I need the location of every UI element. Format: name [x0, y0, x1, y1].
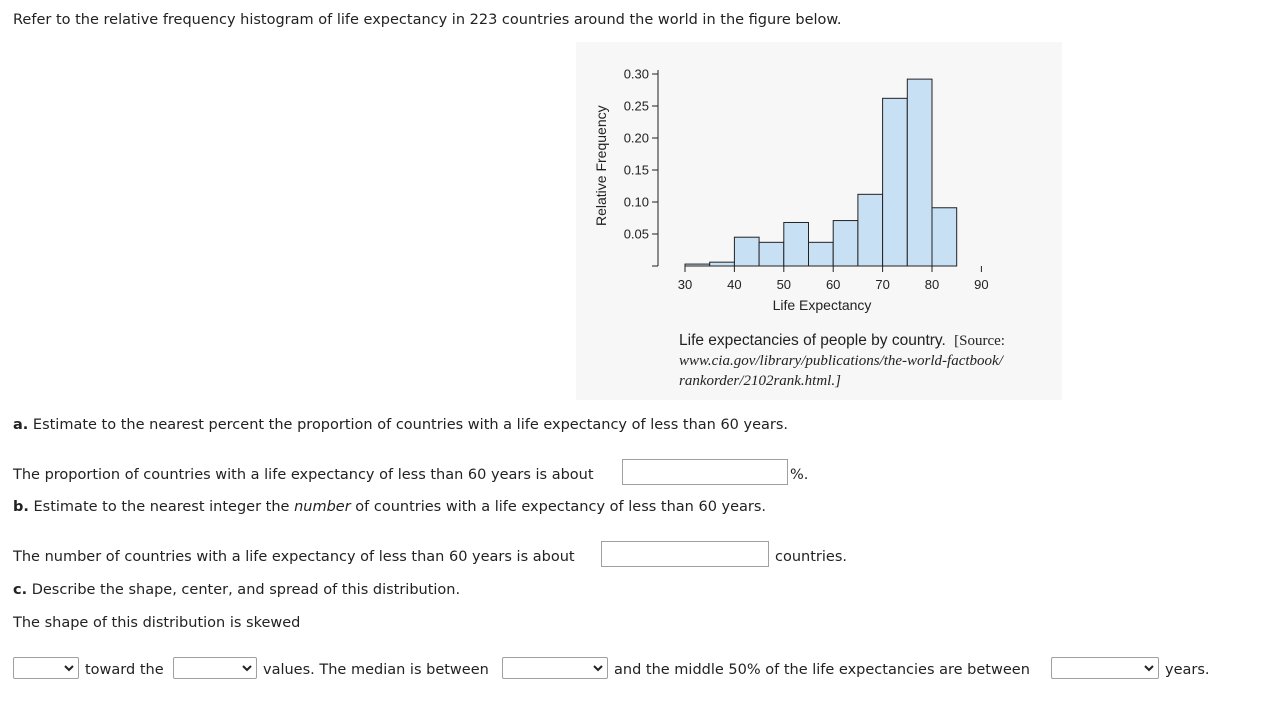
caption-source-label: [Source:: [954, 333, 1005, 349]
part-a-text: Estimate to the nearest percent the proportion of countries with a life expectancy of less than 60 years.: [32, 417, 789, 433]
y-tick-label: 0.30: [623, 66, 649, 82]
x-tick-label: 60: [825, 277, 841, 292]
histogram-figure: [576, 42, 1062, 400]
caption-url-line1: www.cia.gov/library/publications/the-world-factbook/: [679, 353, 1003, 369]
histogram-bar-65-70: [858, 194, 883, 266]
histogram-bar-80-85: [932, 208, 957, 266]
middle-50-text: and the middle 50% of the life expectancies are between: [614, 662, 1030, 678]
part-a-answer-prefix: The proportion of countries with a life expectancy of less than 60 years is about: [13, 467, 594, 483]
y-tick-label: 0.15: [623, 162, 649, 178]
chevron-down-icon: [63, 662, 75, 674]
x-tick-label: 70: [875, 277, 890, 292]
shape-text: The shape of this distribution is skewed: [13, 615, 301, 631]
toward-text: toward the: [85, 662, 164, 678]
y-tick-label: 0.25: [623, 98, 649, 114]
chevron-down-icon: [592, 662, 604, 674]
histogram-bar-70-75: [883, 98, 908, 266]
percent-suffix: %.: [790, 467, 809, 483]
iqr-range-select[interactable]: [1051, 657, 1159, 679]
part-b-text-em: number: [294, 499, 351, 515]
proportion-input[interactable]: [622, 459, 788, 485]
part-b-answer-prefix: The number of countries with a life expectancy of less than 60 years is about: [13, 549, 575, 565]
chevron-down-icon: [1143, 662, 1155, 674]
y-tick-label: 0.20: [623, 130, 649, 146]
svg-text:Life expectancies of people by: [679, 332, 1005, 349]
x-tick-label: 90: [974, 277, 989, 292]
country-count-input[interactable]: [601, 541, 769, 567]
y-axis-title: Relative Frequency: [593, 105, 609, 226]
part-b-text-pre: Estimate to the nearest integer the: [33, 499, 290, 515]
part-c-letter: c.: [13, 582, 28, 598]
histogram-bar-45-50: [759, 242, 784, 266]
part-b-text-post: of countries with a life expectancy of less than 60 years.: [355, 499, 767, 515]
histogram-chart: [576, 42, 1062, 400]
x-tick-label: 80: [924, 277, 940, 292]
skew-direction-select[interactable]: [13, 657, 79, 679]
histogram-bar-60-65: [833, 221, 858, 266]
chevron-down-icon: [241, 662, 253, 674]
caption-url-line2: rankorder/2102rank.html.]: [679, 373, 841, 389]
histogram-bar-40-45: [734, 237, 759, 266]
caption-title: Life expectancies of people by country.: [679, 332, 946, 349]
histogram-bar-30-35: [685, 264, 710, 266]
part-b-letter: b.: [13, 499, 29, 515]
histogram-bar-50-55: [784, 222, 809, 266]
part-a-letter: a.: [13, 417, 29, 433]
countries-suffix: countries.: [775, 549, 847, 565]
part-c-text: Describe the shape, center, and spread of this distribution.: [31, 582, 461, 598]
x-tick-label: 30: [677, 277, 693, 292]
histogram-bar-75-80: [907, 79, 932, 266]
tail-values-select[interactable]: [173, 657, 257, 679]
x-tick-label: 40: [727, 277, 742, 292]
years-text: years.: [1165, 662, 1210, 678]
y-tick-label: 0.10: [623, 194, 649, 210]
x-axis-title: Life Expectancy: [772, 297, 872, 313]
median-range-select[interactable]: [502, 657, 608, 679]
intro-text: Refer to the relative frequency histogram of life expectancy in 223 countries around the world in the figure below.: [13, 12, 842, 28]
part-b-question: [13, 499, 766, 515]
median-text: values. The median is between: [263, 662, 489, 678]
x-tick-label: 50: [776, 277, 792, 292]
part-a-question: [13, 417, 788, 433]
y-tick-label: 0.05: [623, 226, 649, 242]
part-c-question: [13, 582, 460, 598]
histogram-bar-55-60: [809, 242, 834, 266]
histogram-bar-35-40: [710, 262, 735, 266]
